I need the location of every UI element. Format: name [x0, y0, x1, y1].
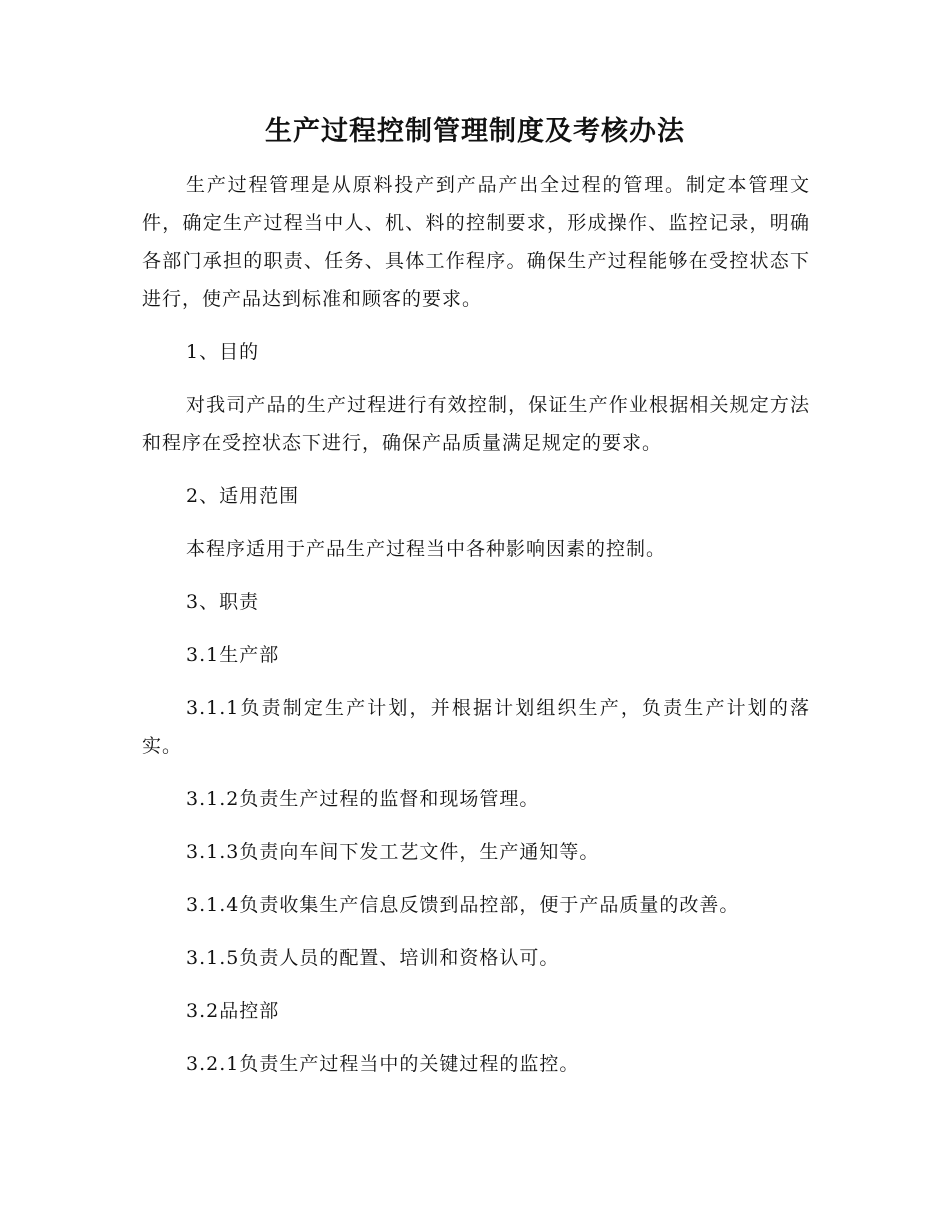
responsibility-item: 3.1.2负责生产过程的监督和现场管理。: [186, 788, 540, 810]
document-title: 生产过程控制管理制度及考核办法: [265, 116, 685, 147]
subsection-heading-production: 3.1生产部: [186, 644, 280, 666]
purpose-paragraph: 对我司产品的生产过程进行有效控制，保证生产作业根据相关规定方法和程序在受控状态下进行，确保产品质量满足规定的要求。: [142, 394, 810, 454]
responsibility-item: 3.1.1负责制定生产计划，并根据计划组织生产，负责生产计划的落实。: [142, 697, 810, 757]
section-heading-scope: 2、适用范围: [186, 485, 300, 507]
section-heading-responsibilities: 3、职责: [186, 591, 260, 613]
responsibility-item: 3.1.5负责人员的配置、培训和资格认可。: [186, 947, 560, 969]
scope-paragraph: 本程序适用于产品生产过程当中各种影响因素的控制。: [186, 538, 667, 560]
responsibility-item: 3.2.1负责生产过程当中的关键过程的监控。: [186, 1053, 580, 1075]
subsection-heading-quality-control: 3.2品控部: [186, 1000, 280, 1022]
responsibility-item: 3.1.4负责收集生产信息反馈到品控部，便于产品质量的改善。: [186, 894, 740, 916]
section-heading-purpose: 1、目的: [186, 341, 260, 363]
intro-paragraph: 生产过程管理是从原料投产到产品产出全过程的管理。制定本管理文件，确定生产过程当中人、机、料的控制要求，形成操作、监控记录，明确各部门承担的职责、任务、具体工作程序。确保生产过程能够在受控状态下进行，使产品达到标准和顾客的要求。: [142, 174, 810, 310]
responsibility-item: 3.1.3负责向车间下发工艺文件，生产通知等。: [186, 841, 600, 863]
document-body: [142, 166, 810, 1098]
